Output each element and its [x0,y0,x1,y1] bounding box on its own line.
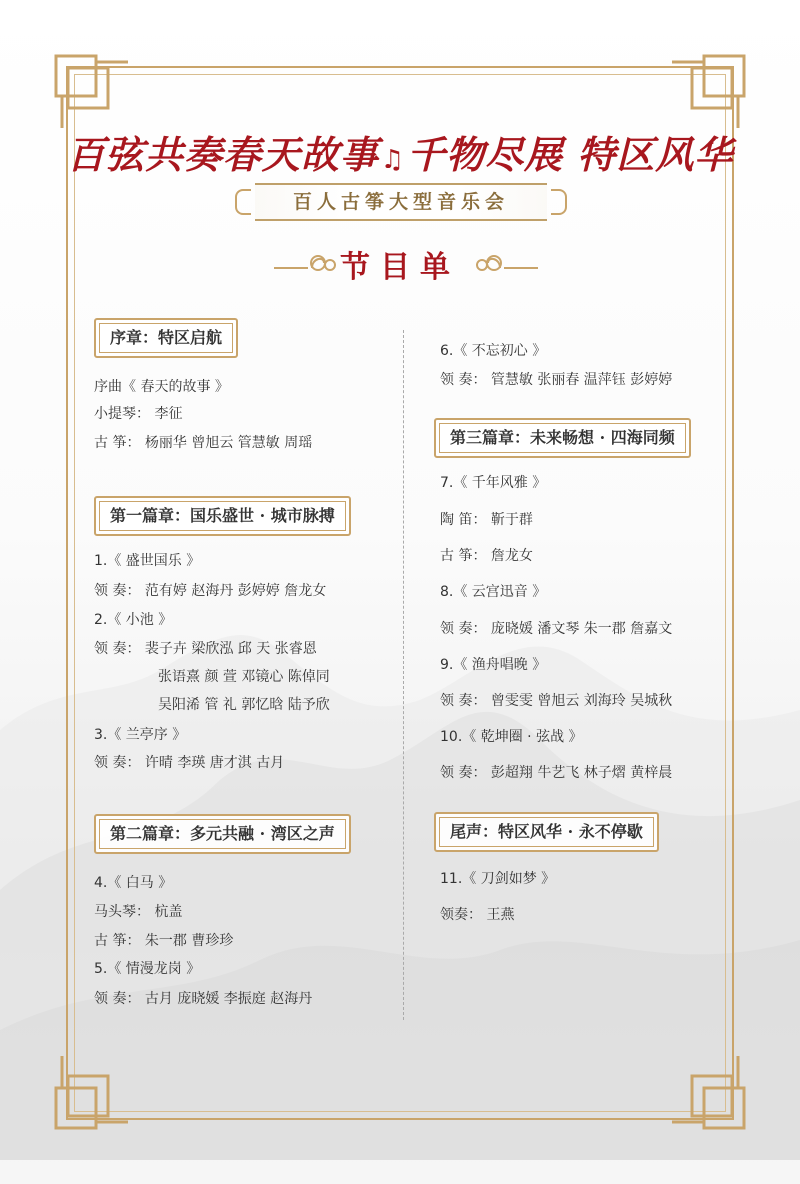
corner-ornament-bottom-left [48,1050,134,1136]
section-heading-text: 尾声：特区风华 · 永不停歇 [439,817,654,847]
program-line: 6.《 不忘初心 》 [440,343,547,359]
program-line: 领奏： 王燕 [440,907,515,923]
concert-title [0,124,800,179]
program-line: 领 奏： 古月 庞晓媛 李振庭 赵海丹 [94,991,313,1007]
program-line: 3.《 兰亭序 》 [94,727,187,743]
corner-ornament-bottom-right [666,1050,752,1136]
left-column [94,318,394,1018]
title-part-2: 千物尽展 特区风华 [407,132,734,177]
program-line: 11.《 刀剑如梦 》 [440,871,556,887]
program-line: 7.《 千年风雅 》 [440,475,547,491]
program-line: 领 奏： 管慧敏 张丽春 温萍钰 彭婷婷 [440,372,673,388]
program-line: 领 奏： 庞晓媛 潘文琴 朱一郡 詹嘉文 [440,621,673,637]
program-line: 1.《 盛世国乐 》 [94,553,201,569]
right-column [440,340,730,940]
column-divider [403,330,404,1020]
program-line: 小提琴： 李征 [94,406,183,422]
section-heading-chapter-2 [94,814,351,854]
program-line: 马头琴： 杭盖 [94,904,183,920]
corner-ornament-top-right [666,48,752,134]
music-note-icon: ♫ [380,145,406,175]
section-heading-text: 第一篇章：国乐盛世 · 城市脉搏 [99,501,346,531]
program-line: 2.《 小池 》 [94,612,173,628]
program-line: 领 奏： 许晴 李瑛 唐才淇 古月 [94,755,285,771]
program-line: 古 筝： 杨丽华 曾旭云 管慧敏 周瑶 [94,435,313,451]
program-line: 古 筝： 詹龙女 [440,548,533,564]
title-part-1: 百弦共奏春天故事 [66,132,379,177]
program-line: 领 奏： 曾雯雯 曾旭云 刘海玲 吴城秋 [440,693,673,709]
program-line: 10.《 乾坤圈 · 弦战 》 [440,729,583,745]
program-line: 9.《 渔舟唱晚 》 [440,657,547,673]
section-heading-prelude [94,318,238,358]
corner-ornament-top-left [48,48,134,134]
program-line: 5.《 情漫龙岗 》 [94,961,201,977]
program-line: 序曲《 春天的故事 》 [94,379,229,395]
section-heading-text: 序章：特区启航 [99,323,233,353]
section-heading-finale [434,812,659,852]
concert-subtitle: 百人古筝大型音乐会 [255,183,547,221]
program-line: 吴阳浠 管 礼 郭忆晗 陆予欣 [158,697,330,713]
program-line: 陶 笛： 靳于群 [440,512,533,528]
program-line: 8.《 云宫迅音 》 [440,584,547,600]
cloud-ornament-right-icon [470,252,540,274]
program-title: 节目单 [340,250,460,285]
program-line: 4.《 白马 》 [94,875,173,891]
program-line: 古 筝： 朱一郡 曹珍珍 [94,933,234,949]
program-line: 领 奏： 范有婷 赵海丹 彭婷婷 詹龙女 [94,583,327,599]
program-line: 领 奏： 裴子卉 梁欣泓 邱 天 张睿恩 [94,641,317,657]
section-heading-text: 第三篇章：未来畅想 · 四海同频 [439,423,686,453]
section-heading-chapter-3 [434,418,691,458]
program-line: 领 奏： 彭超翔 牛艺飞 林子熠 黄梓晨 [440,765,673,781]
section-heading-text: 第二篇章：多元共融 · 湾区之声 [99,819,346,849]
section-heading-chapter-1 [94,496,351,536]
program-line: 张语熹 颜 萱 邓镜心 陈倬同 [158,669,330,685]
